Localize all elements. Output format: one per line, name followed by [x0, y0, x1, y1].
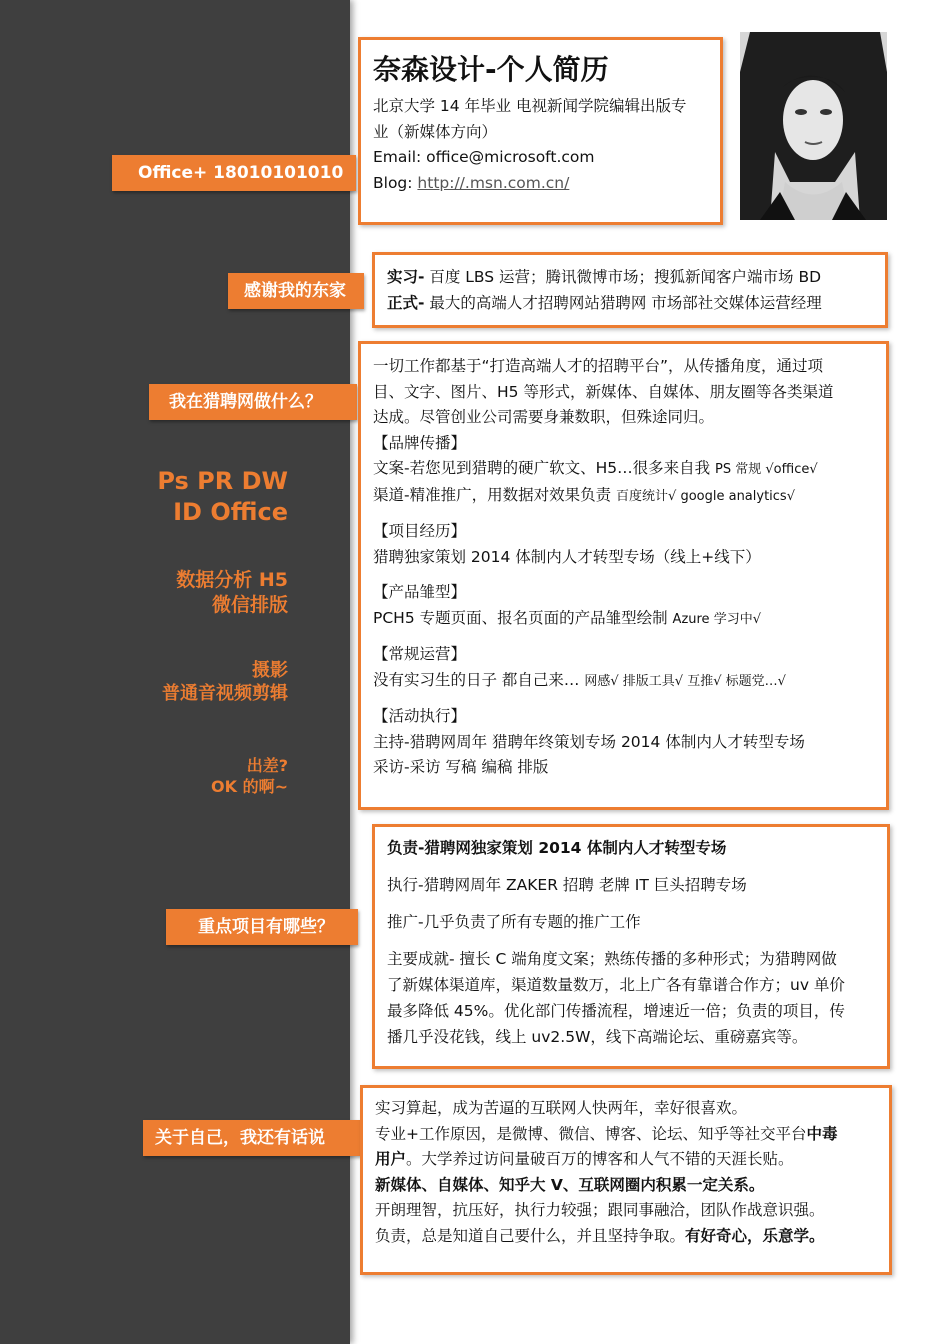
skills-media: 摄影 普通音视频剪辑	[162, 660, 288, 705]
tag-about: 关于自己，我还有话说	[143, 1120, 361, 1156]
contact-phone: Office+ 18010101010	[138, 163, 344, 183]
page-title: 奈森设计-个人简历	[373, 53, 609, 86]
work-box: 一切工作都基于“打造高端人才的招聘平台”，从传播角度，通过项 目、文字、图片、H5 等形式，新媒体、自媒体、朋友圈等各类渠道 达成。尽管创业公司需要身兼数职，但殊途同归。 【品牌传播】 文案-若您见到猎聘的硬广软文、H5…很多来自我 PS 常规 √office√ 渠道-精准推广，用数据对效果负责 百度统计√ google analytics√ 【项目经历】 猎聘独家策划 2014 体制内人才转型专场（线上+线下） 【产品雏型】 PCH5 专题页面、报名页面的产品雏型绘制 Azure 学习中√ 【常规运营】 没有实习生的日子 都自己来… 网感√ 排版工具√ 互推√ 标题党…√ 【活动执行】 主持-猎聘网周年 猎聘年终策划专场 2014 体制内人才转型专场 采访-采访 写稿 编稿 排版	[358, 341, 889, 810]
project-lead: 负责-猎聘网独家策划 2014 体制内人才转型专场	[387, 839, 727, 857]
portrait-photo-icon	[740, 32, 887, 220]
tag-what-i-do: 我在猎聘网做什么？	[149, 384, 357, 420]
skills-data: 数据分析 H5 微信排版	[176, 569, 288, 616]
education-line: 业（新媒体方向）	[373, 122, 498, 141]
section-heading: 【品牌传播】	[373, 433, 467, 452]
about-box: 实习算起，成为苦逼的互联网人快两年，幸好很喜欢。 专业+工作原因，是微博、微信、博客、论坛、知乎等社交平台中毒 用户。大学养过访问量破百万的博客和人气不错的天涯长贴。 新媒体、自媒体、知乎大 V、互联网圈内积累一定关系。 开朗理智，抗压好，执行力较强；跟同事融洽，团队作战意识强。 负责，总是知道自己要什么，并且坚持争取。有好奇心，乐意学。	[360, 1085, 892, 1275]
employer-intern: 实习- 百度 LBS 运营；腾讯微博市场；搜狐新闻客户端市场 BD	[387, 268, 822, 286]
contact-tag	[112, 155, 356, 191]
section-heading: 【产品雏型】	[373, 583, 467, 601]
section-heading: 【项目经历】	[373, 522, 467, 540]
blog-link[interactable]: http://.msn.com.cn/	[417, 173, 570, 192]
projects-box: 负责-猎聘网独家策划 2014 体制内人才转型专场 执行-猎聘网周年 ZAKER 招聘 老牌 IT 巨头招聘专场 推广-几乎负责了所有专题的推广工作 主要成就- 擅长 C 端角度文案；熟练传播的多种形式；为猎聘网做 了新媒体渠道库，渠道数量数万，北上广各有靠谱合作方；uv 单价 最多降低 45%。优化部门传播流程，增速近一倍；负责的项目，传 播几乎没花钱，线上 uv2.5W，线下高端论坛、重磅嘉宾等。	[372, 824, 890, 1069]
header-box	[358, 37, 723, 225]
education-line: 北京大学 14 年毕业 电视新闻学院编辑出版专	[373, 97, 687, 115]
skills-software: Ps PR DW ID Office	[157, 467, 288, 527]
portrait-photo-icon	[740, 32, 887, 220]
email: Email: office@microsoft.com	[373, 148, 595, 166]
employers-box	[372, 252, 888, 328]
skills-travel: 出差? OK 的啊~	[211, 756, 288, 796]
section-heading: 【活动执行】	[373, 707, 467, 725]
tag-employers: 感谢我的东家	[228, 273, 364, 309]
tag-projects: 重点项目有哪些？	[166, 909, 358, 945]
employer-fulltime: 正式- 最大的高端人才招聘网站猎聘网 市场部社交媒体运营经理	[387, 293, 822, 312]
blog: Blog: http://.msn.com.cn/	[373, 173, 570, 192]
section-heading: 【常规运营】	[373, 645, 467, 663]
